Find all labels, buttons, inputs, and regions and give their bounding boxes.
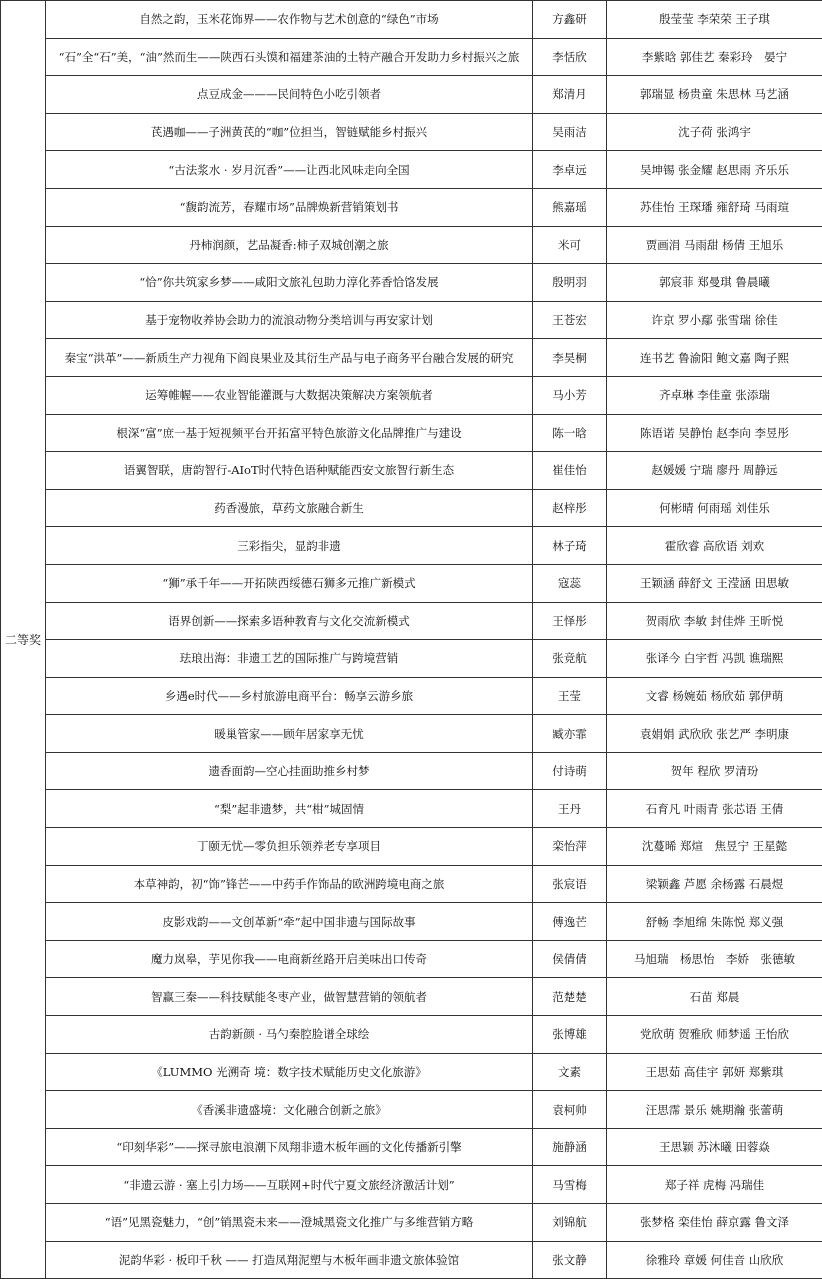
project-name-cell: “语”见黑瓷魅力，“创”销黑瓷未来——澄城黑瓷文化推广与多维营销方略 [46,1204,533,1242]
table-row [1,564,822,602]
team-leader-cell: 付诗萌 [533,752,607,790]
team-members-cell: 徐雅玲 章媛 何佳音 山欣欣 [607,1241,822,1279]
project-name-cell: 基于宠物收养协会助力的流浪动物分类培训与再安家计划 [46,301,533,339]
team-leader-cell: 文素 [533,1053,607,1091]
project-name-cell: 语翼智联，唐韵智行-AIoT时代特色语种赋能西安文旅智行新生态 [46,452,533,490]
team-members-cell: 袁娟娟 武欣欣 张艺严 李明康 [607,715,822,753]
table-row [1,1016,822,1054]
team-members-cell: 张译今 白宇哲 冯凯 谯瑞熙 [607,640,822,678]
team-members-cell: 沈子荷 张鸿宇 [607,113,822,151]
table-row [1,264,822,302]
team-members-cell: 王颖涵 薛舒文 王滢涵 田思敏 [607,564,822,602]
project-name-cell: 药香漫旅，草药文旅融合新生 [46,489,533,527]
project-name-cell: 三彩指尖，显韵非遗 [46,527,533,565]
team-members-cell: 石苗 郑晨 [607,978,822,1016]
project-name-cell: 魔力岚皋，芋见你我——电商新丝路开启美味出口传奇 [46,940,533,978]
team-leader-cell: 范楚楚 [533,978,607,1016]
team-members-cell: 党欣萌 贺雅欣 师梦遥 王怡欣 [607,1016,822,1054]
project-name-cell: 《LUMMO 光溯奇 境：数字技术赋能历史文化旅游》 [46,1053,533,1091]
table-row [1,301,822,339]
table-row [1,828,822,866]
team-members-cell: 何彬晴 何雨瑶 刘佳乐 [607,489,822,527]
table-row [1,1204,822,1242]
team-members-cell: 苏佳怡 王琛璠 雍舒琦 马雨瑄 [607,188,822,226]
team-members-cell: 齐卓琳 李佳童 张添瑞 [607,376,822,414]
team-leader-cell: 马雪梅 [533,1166,607,1204]
team-leader-cell: 米可 [533,226,607,264]
project-name-cell: 泥韵华彩 · 板印千秋 —— 打造凤翔泥塑与木板年画非遗文旅体验馆 [46,1241,533,1279]
team-leader-cell: 栾怡萍 [533,828,607,866]
project-name-cell: 智赢三秦——科技赋能冬枣产业，做智慧营销的领航者 [46,978,533,1016]
project-name-cell: 丁颐无忧—零负担乐领养老专享项目 [46,828,533,866]
team-leader-cell: 施静涵 [533,1128,607,1166]
table-row [1,640,822,678]
team-members-cell: 王思茹 高佳宇 郭妍 郑紫琪 [607,1053,822,1091]
team-leader-cell: 方鑫研 [533,1,607,39]
team-members-cell: 赵媛媛 宁瑞 廖丹 周静远 [607,452,822,490]
table-row [1,1053,822,1091]
project-name-cell: 自然之韵，玉米花饰界——农作物与艺术创意的“绿色”市场 [46,1,533,39]
table-row [1,1,822,39]
team-members-cell: 贺年 程欣 罗清玢 [607,752,822,790]
project-name-cell: 乡遇e时代——乡村旅游电商平台：畅享云游乡旅 [46,677,533,715]
table-row [1,752,822,790]
table-row [1,1166,822,1204]
team-members-cell: 吴坤锡 张金耀 赵思雨 齐乐乐 [607,151,822,189]
team-leader-cell: 马小芳 [533,376,607,414]
project-name-cell: 暖巢管家——顾年居家享无忧 [46,715,533,753]
project-name-cell: “石”全“石”美，“油”然而生——陕西石头馍和福建茶油的土特产融合开发助力乡村振兴之旅 [46,38,533,76]
team-leader-cell: 张宸语 [533,865,607,903]
project-name-cell: 古韵新颜 · 马勺秦腔脸谱全球绘 [46,1016,533,1054]
project-name-cell: 遗香面韵—空心挂面助推乡村梦 [46,752,533,790]
project-name-cell: 运筹帷幄——农业智能灌溉与大数据决策解决方案领航者 [46,376,533,414]
team-members-cell: 陈语诺 吴静怡 赵李向 李昱彤 [607,414,822,452]
team-members-cell: 郑子祥 虎梅 冯瑞佳 [607,1166,822,1204]
table-row [1,113,822,151]
team-members-cell: 石育凡 叶雨青 张芯语 王倩 [607,790,822,828]
table-row [1,790,822,828]
team-leader-cell: 熊嘉瑶 [533,188,607,226]
table-row [1,76,822,114]
team-members-cell: 张梦格 栾佳怡 薛京露 鲁文泽 [607,1204,822,1242]
team-leader-cell: 寇蕊 [533,564,607,602]
team-leader-cell: 林子琦 [533,527,607,565]
project-name-cell: 《香溪非遗盛境：文化融合创新之旅》 [46,1091,533,1129]
team-members-cell: 郭宸菲 郑曼琪 鲁晨曦 [607,264,822,302]
team-leader-cell: 张博雄 [533,1016,607,1054]
project-name-cell: 根深“富”庶一基于短视频平台开拓富平特色旅游文化品牌推广与建设 [46,414,533,452]
team-leader-cell: 张文静 [533,1241,607,1279]
project-name-cell: 语界创新——探索多语种教育与文化交流新模式 [46,602,533,640]
team-members-cell: 文睿 杨婉茹 杨欣茹 郭伊萌 [607,677,822,715]
team-leader-cell: 刘锦航 [533,1204,607,1242]
team-leader-cell: 王莹 [533,677,607,715]
table-row [1,715,822,753]
team-leader-cell: 张竞航 [533,640,607,678]
team-leader-cell: 赵梓彤 [533,489,607,527]
table-row [1,38,822,76]
team-members-cell: 霍欣睿 高欣语 刘欢 [607,527,822,565]
team-members-cell: 汪思霈 景乐 姚期瀚 张蕾萌 [607,1091,822,1129]
table-row [1,865,822,903]
team-leader-cell: 王丹 [533,790,607,828]
table-row [1,1091,822,1129]
team-leader-cell: 陈一晗 [533,414,607,452]
team-members-cell: 殷莹莹 李荣荣 王子琪 [607,1,822,39]
project-name-cell: 芪遇咖——子洲黄芪的“咖”位担当，智链赋能乡村振兴 [46,113,533,151]
team-members-cell: 梁颖鑫 芦愿 余杨露 石晨煜 [607,865,822,903]
table-row [1,226,822,264]
table-row [1,188,822,226]
table-row [1,489,822,527]
table-row [1,527,822,565]
project-name-cell: “印刻华彩”——探寻旅电浪潮下凤翔非遗木板年画的文化传播新引擎 [46,1128,533,1166]
table-row [1,151,822,189]
table-row [1,1128,822,1166]
team-members-cell: 贺雨欣 李敏 封佳烨 王昕悦 [607,602,822,640]
team-members-cell: 舒畅 李旭绵 朱陈悦 郑义强 [607,903,822,941]
team-leader-cell: 李昊桐 [533,339,607,377]
table-row [1,940,822,978]
team-members-cell: 郭瑞显 杨贵童 朱思林 马艺涵 [607,76,822,114]
table-row [1,903,822,941]
project-name-cell: “恰”你共筑家乡梦——咸阳文旅礼包助力淳化荞香恰饹发展 [46,264,533,302]
project-name-cell: “古法浆水 · 岁月沉香”——让西北风味走向全国 [46,151,533,189]
table-row [1,452,822,490]
project-name-cell: “馥韵流芳，春耀市场”品牌焕新营销策划书 [46,188,533,226]
project-name-cell: 珐琅出海：非遗工艺的国际推广与跨境营销 [46,640,533,678]
project-name-cell: “梨”起非遗梦，共“柑”城固情 [46,790,533,828]
project-name-cell: 点豆成金———民间特色小吃引领者 [46,76,533,114]
team-members-cell: 马旭瑞 杨思怡 李娇 张德敏 [607,940,822,978]
team-members-cell: 王思颖 苏沐曦 田蓉焱 [607,1128,822,1166]
team-leader-cell: 李恬欣 [533,38,607,76]
team-leader-cell: 殷明羽 [533,264,607,302]
table-row [1,376,822,414]
table-row [1,677,822,715]
project-name-cell: 丹柿润颜，艺品凝香:柿子双城创潮之旅 [46,226,533,264]
project-name-cell: 本草神韵，初“饰”锋芒——中药手作饰品的欧洲跨境电商之旅 [46,865,533,903]
table-row [1,339,822,377]
team-leader-cell: 傅逸芒 [533,903,607,941]
award-level-cell: 二等奖 [1,1,46,1279]
team-leader-cell: 臧亦霏 [533,715,607,753]
team-leader-cell: 李卓远 [533,151,607,189]
team-members-cell: 李紫晗 郭佳艺 秦彩玲 晏宁 [607,38,822,76]
team-leader-cell: 侯倩倩 [533,940,607,978]
team-leader-cell: 袁柯帅 [533,1091,607,1129]
project-name-cell: 秦宝“洪革”——新质生产力视角下阎良果业及其衍生产品与电子商务平台融合发展的研究 [46,339,533,377]
team-leader-cell: 吴雨洁 [533,113,607,151]
team-leader-cell: 王苍宏 [533,301,607,339]
award-table-body [1,1,822,1279]
table-row [1,414,822,452]
table-row [1,978,822,1016]
team-members-cell: 贾画涓 马雨甜 杨倩 王旭乐 [607,226,822,264]
team-members-cell: 沈蔓晞 郑煊 焦昱宁 王星懿 [607,828,822,866]
project-name-cell: 皮影戏韵——文创革新“牵”起中国非遗与国际故事 [46,903,533,941]
table-row [1,1241,822,1279]
team-leader-cell: 郑清月 [533,76,607,114]
project-name-cell: “非遗云游 · 塞上引力场——互联网+时代宁夏文旅经济激活计划” [46,1166,533,1204]
team-members-cell: 许京 罗小鄢 张雪瑞 徐佳 [607,301,822,339]
team-leader-cell: 王怿彤 [533,602,607,640]
team-members-cell: 连书艺 鲁渝阳 鲍文嘉 陶子熙 [607,339,822,377]
project-name-cell: “狮”承千年——开拓陕西绥德石狮多元推广新模式 [46,564,533,602]
table-row [1,602,822,640]
team-leader-cell: 崔佳怡 [533,452,607,490]
